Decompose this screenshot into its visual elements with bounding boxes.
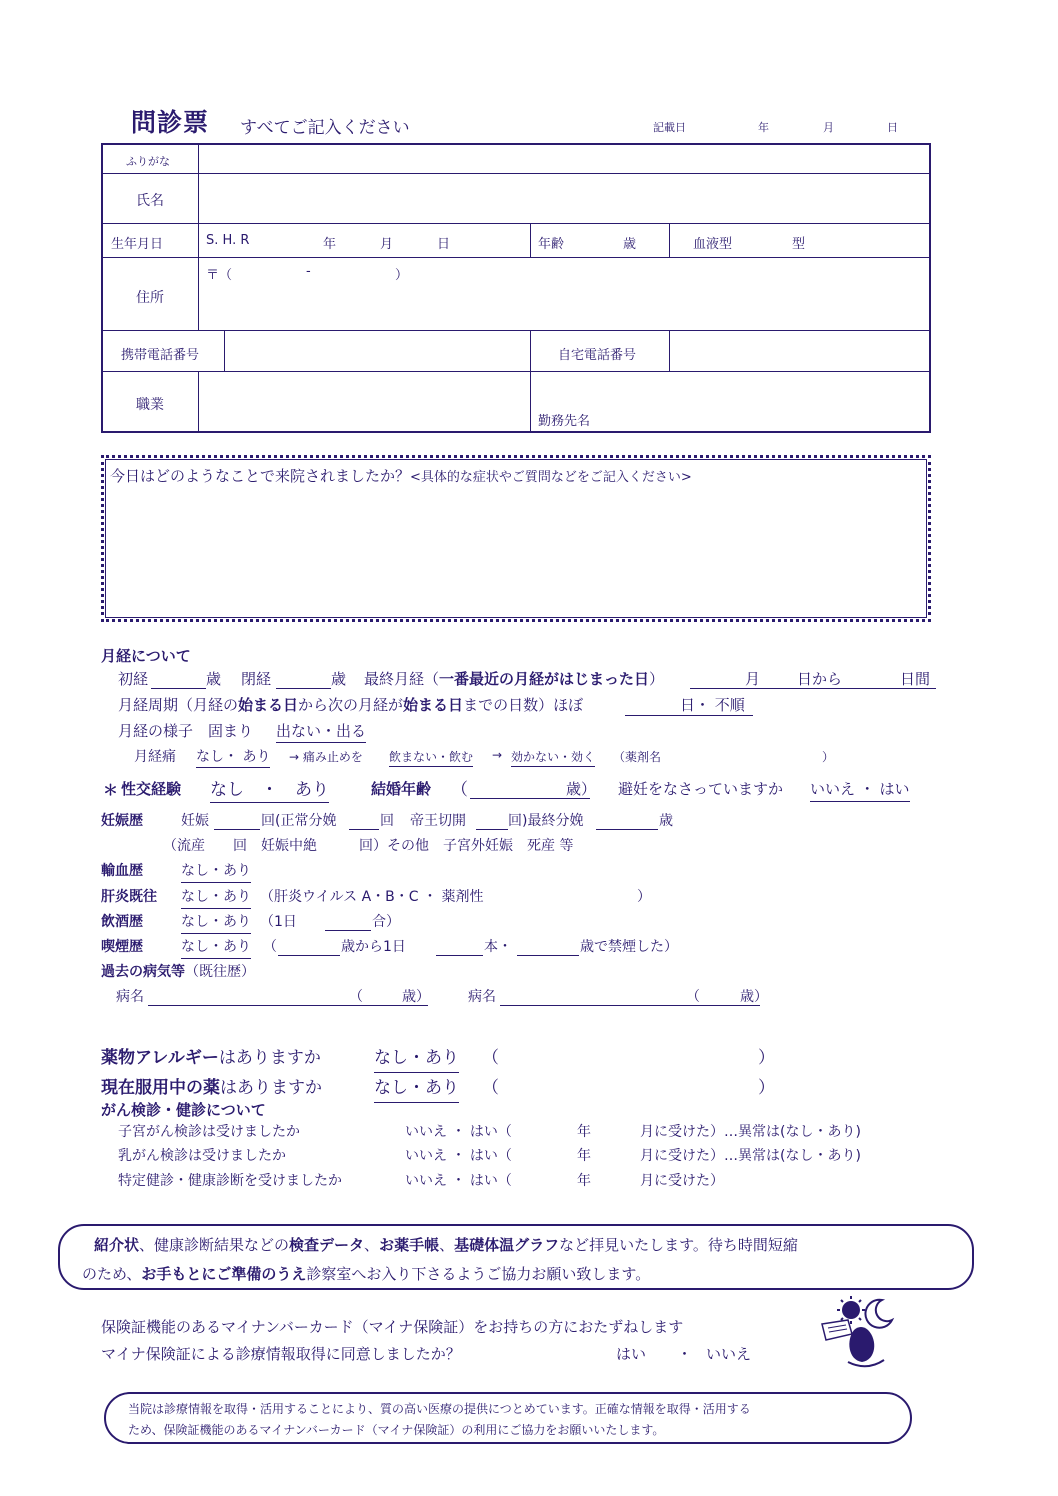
hepatitis-label: 肝炎既往	[101, 889, 157, 905]
drug-allergy-open: （	[482, 1048, 499, 1068]
last-period-from: 日から	[797, 670, 843, 688]
marriage-age-open: （	[451, 780, 468, 800]
blood-type-label: 血液型	[693, 237, 733, 252]
disease-name-label-2: 病名	[468, 989, 496, 1005]
cycle-irregular[interactable]: 日・ 不順	[680, 696, 745, 714]
alcohol-per-day-label: （1日	[260, 914, 297, 930]
myna-no-option[interactable]: いいえ	[706, 1345, 752, 1363]
visit-reason-question	[110, 465, 692, 486]
workplace-label: 勤務先名	[538, 414, 591, 429]
disease-age-close-1: 歳）	[402, 989, 430, 1005]
age-label: 年齢	[538, 237, 565, 252]
screening-year-1: 年	[577, 1124, 591, 1140]
menstruation-heading: 月経について	[101, 647, 191, 665]
past-illness-label: 過去の病気等	[101, 964, 185, 980]
address-label: 住所	[136, 290, 164, 306]
transfusion-options[interactable]: なし・あり	[181, 860, 251, 883]
smoking-open: （	[263, 939, 277, 955]
notice-text-2: 、健康診断結果などの	[139, 1236, 290, 1254]
contraception-label: 避妊をなさっていますか	[618, 780, 784, 798]
pregnancy-history-label: 妊娠歴	[101, 813, 143, 829]
blood-type-unit: 型	[792, 237, 806, 252]
notice-test-data: 検査データ	[289, 1236, 365, 1254]
notice-text-6: 、	[439, 1236, 455, 1254]
menarche-label: 初経	[118, 670, 149, 688]
date-label: 記載日	[653, 121, 686, 134]
alcohol-amount-field[interactable]	[325, 930, 371, 931]
pregnancy-count-field[interactable]	[214, 829, 260, 830]
notice-bbt-graph: 基礎体温グラフ	[454, 1236, 560, 1254]
disease-age-open-2: （	[686, 989, 700, 1005]
myna-line-1: 保険証機能のあるマイナンバーカード（マイナ保険証）をお持ちの方におたずねします	[101, 1318, 684, 1336]
normal-birth-unit: 回	[380, 813, 394, 829]
notice-box	[58, 1224, 974, 1290]
hepatitis-detail: （肝炎ウイルス A・B・C ・ 薬剤性	[260, 889, 484, 905]
date-year-label: 年	[758, 121, 769, 134]
notice-prepare: お手もとにご準備のうえ	[141, 1265, 307, 1283]
drug-allergy-label: 薬物アレルギー	[101, 1048, 219, 1068]
notice-text-8: など拝見いたします。待ち時間短縮	[559, 1236, 798, 1254]
screening-opt-2[interactable]: いいえ ・ はい（	[405, 1148, 512, 1164]
current-meds-options[interactable]: なし・あり	[374, 1073, 459, 1103]
menarche-unit: 歳	[206, 670, 222, 688]
screening-opt-3[interactable]: いいえ ・ はい（	[405, 1173, 512, 1189]
transfusion-label: 輸血歴	[101, 863, 143, 879]
last-delivery-unit: 歳	[659, 813, 673, 829]
birth-day-label: 日	[437, 237, 451, 252]
menopause-label: 閉経	[241, 670, 272, 688]
cycle-e: までの日数）ほぼ	[463, 696, 584, 714]
furigana-field[interactable]	[300, 147, 930, 171]
menopause-unit: 歳	[331, 670, 347, 688]
disease-age-open-1: （	[349, 989, 363, 1005]
drug-name-close: ）	[822, 750, 835, 764]
menopause-field[interactable]	[276, 688, 331, 689]
form-title: 問診票	[131, 108, 210, 137]
last-period-days: 日間	[900, 670, 931, 688]
marriage-age-unit: 歳）	[566, 780, 597, 798]
current-meds-label: 現在服用中の薬	[101, 1078, 220, 1098]
smoking-label: 喫煙歴	[101, 939, 143, 955]
hepatitis-close: ）	[637, 889, 651, 905]
disease-field-2[interactable]	[500, 1005, 760, 1006]
sexual-experience-label: 性交経験	[121, 780, 182, 798]
last-period-month: 月	[745, 670, 761, 688]
screening-q-2: 乳がん検診は受けましたか	[118, 1148, 286, 1164]
cycle-b: 始まる日	[238, 696, 299, 714]
smoking-start-label: 歳から1日	[341, 939, 406, 955]
screening-q-1: 子宮がん検診は受けましたか	[118, 1124, 300, 1140]
smoking-count-label: 本・	[484, 939, 512, 955]
cycle-d: 始まる日	[403, 696, 464, 714]
cycle-field[interactable]	[625, 715, 753, 716]
marriage-age-label: 結婚年齢	[371, 780, 432, 798]
screening-month-2: 月に受けた）…異常は(なし・あり)	[640, 1148, 861, 1164]
period-state-options[interactable]: 出ない・出る	[276, 720, 366, 743]
last-delivery-label: 回)最終分娩	[508, 813, 584, 829]
sexual-experience-options[interactable]: なし ・ あり	[210, 775, 329, 803]
era-options[interactable]: S. H. R	[206, 233, 250, 248]
notice-text-9: のため、	[82, 1265, 142, 1283]
last-period-close: ）	[649, 670, 665, 688]
pregnancy-label: 妊娠	[181, 813, 209, 829]
mobile-phone-label: 携帯電話番号	[121, 348, 200, 363]
furigana-label: ふりがな	[126, 155, 170, 168]
normal-birth-field[interactable]	[349, 829, 379, 830]
last-period-label: 最終月経（	[364, 670, 440, 688]
menarche-field[interactable]	[151, 688, 206, 689]
screening-opt-1[interactable]: いいえ ・ はい（	[405, 1124, 512, 1140]
current-meds-question: はありますか	[220, 1078, 322, 1098]
name-field[interactable]	[200, 175, 930, 221]
period-pain-label: 月経痛	[134, 749, 176, 765]
csection-label: 帝王切開	[410, 813, 466, 829]
drug-allergy-close: ）	[758, 1048, 775, 1068]
drug-name-label: （薬剤名	[613, 750, 662, 764]
smoking-count-field[interactable]	[436, 955, 483, 956]
drug-allergy-question: はありますか	[218, 1048, 321, 1068]
clinic-logo-icon	[818, 1294, 900, 1372]
last-delivery-field[interactable]	[596, 829, 658, 830]
pregnancy-detail-row: （流産 回 妊娠中絶 回）その他 子宮外妊娠 死産 等	[163, 838, 574, 854]
screening-year-3: 年	[577, 1173, 591, 1189]
form-subtitle: すべてご記入ください	[240, 118, 410, 138]
birth-year-label: 年	[323, 237, 337, 252]
smoking-quit-field[interactable]	[517, 955, 579, 956]
contraception-options[interactable]: いいえ ・ はい	[810, 778, 910, 802]
notice-text-11: 診察室へお入り下さるようご協力お願い致します。	[306, 1265, 651, 1283]
date-month-label: 月	[823, 121, 834, 134]
sexual-star: ＊	[103, 781, 119, 799]
postal-close: ）	[395, 268, 409, 283]
notice-referral: 紹介状	[94, 1236, 140, 1254]
myna-yes-option[interactable]: はい	[616, 1345, 647, 1363]
alcohol-options[interactable]: なし・あり	[181, 911, 251, 934]
current-meds-close: ）	[758, 1078, 775, 1098]
notice-text-4: 、	[364, 1236, 380, 1254]
cycle-c: から次の月経が	[298, 696, 404, 714]
postal-open: 〒（	[206, 268, 233, 283]
normal-birth-label: 回(正常分娩	[261, 813, 337, 829]
current-meds-open: （	[482, 1078, 499, 1098]
notice-med-book: お薬手帳	[379, 1236, 440, 1254]
painkiller-label: → 痛み止めを	[289, 750, 363, 764]
hepatitis-options[interactable]: なし・あり	[181, 886, 251, 909]
screening-q-3: 特定健診・健康診断を受けましたか	[118, 1173, 342, 1189]
visit-reason-box[interactable]	[101, 455, 931, 622]
screening-month-3: 月に受けた）	[640, 1173, 724, 1189]
home-phone-label: 自宅電話番号	[558, 348, 637, 363]
cycle-a: 月経周期（月経の	[118, 696, 239, 714]
smoking-quit-label: 歳で禁煙した）	[580, 939, 678, 955]
alcohol-unit: 合）	[372, 914, 400, 930]
birth-month-label: 月	[380, 237, 394, 252]
name-label: 氏名	[136, 193, 164, 209]
past-illness-sub: （既往歴）	[185, 964, 255, 980]
disease-name-label-1: 病名	[116, 989, 144, 1005]
smoking-start-field[interactable]	[278, 955, 340, 956]
visit-question-text: 今日はどのようなことで来院されましたか？	[110, 467, 411, 485]
footer-line-1: 当院は診療情報を取得・活用することにより、質の高い医療の提供につとめています。正確な情報を取得・活用する	[128, 1402, 751, 1416]
footer-notice-box	[104, 1392, 912, 1444]
arrow-2: →	[492, 748, 503, 762]
age-unit: 歳	[623, 237, 637, 252]
screening-year-2: 年	[577, 1148, 591, 1164]
occupation-label: 職業	[136, 397, 164, 413]
screening-heading: がん検診・健診について	[101, 1101, 266, 1119]
effect-options[interactable]: 効かない・効く	[511, 748, 595, 767]
screening-month-1: 月に受けた）…異常は(なし・あり)	[640, 1124, 861, 1140]
drug-allergy-options[interactable]: なし・あり	[374, 1043, 459, 1073]
period-state-label: 月経の様子 固まり	[118, 722, 254, 740]
disease-field-1[interactable]	[148, 1005, 428, 1006]
last-period-note: 一番最近の月経がはじまった日	[439, 670, 650, 688]
myna-dot: ・	[677, 1345, 693, 1363]
postal-dash: -	[306, 264, 311, 279]
visit-question-hint: <具体的な症状やご質問などをご記入ください>	[410, 470, 692, 485]
smoking-options[interactable]: なし・あり	[181, 936, 251, 959]
patient-info-table	[101, 143, 931, 433]
csection-field[interactable]	[476, 829, 508, 830]
birthdate-label: 生年月日	[111, 237, 164, 252]
alcohol-label: 飲酒歴	[101, 914, 143, 930]
disease-age-close-2: 歳）	[740, 989, 768, 1005]
footer-line-2: ため、保険証機能のあるマイナンバーカード（マイナ保険証）の利用にご協力をお願いいたします。	[128, 1423, 665, 1437]
painkiller-options[interactable]: 飲まない・飲む	[389, 748, 473, 767]
myna-line-2: マイナ保険証による診療情報取得に同意しましたか？	[101, 1345, 461, 1363]
period-pain-options[interactable]: なし・ あり	[196, 746, 270, 768]
date-day-label: 日	[887, 121, 898, 134]
